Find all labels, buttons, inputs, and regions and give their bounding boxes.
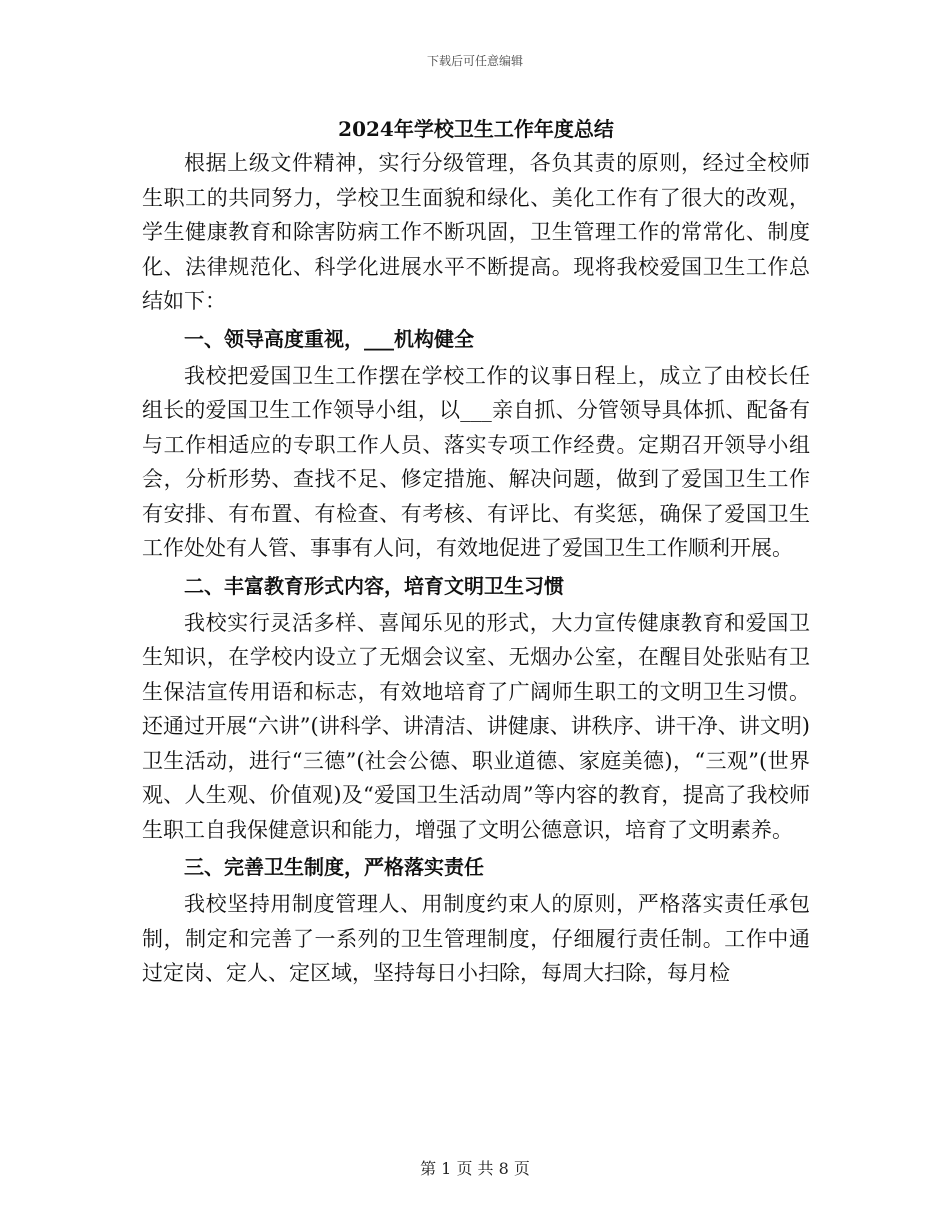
section-heading-3: 三、完善卫生制度，严格落实责任 — [184, 855, 484, 879]
section-heading-2: 二、丰富教育形式内容，培育文明卫生习惯 — [184, 573, 564, 598]
section-heading-1: 一、领导高度重视，___机构健全 — [184, 326, 474, 351]
document-title: 2024年学校卫生工作年度总结 — [338, 117, 614, 141]
section-body-1: 我校把爱国卫生工作摆在学校工作的议事日程上，成立了由校长任组长的爱国卫生工作领导小组，以___亲自抓、分管领导具体抓、配备有与工作相适应的专职工作人员、落实专项工作经费。定期召开领导小组会，分析形势、查找不足、修定措施、解决问题，做到了爱国卫生工作有安排、有布置、有检查、有考核、有评比、有奖惩，确保了爱国卫生工作处处有人管、事事有人问，有效地促进了爱国卫生工作顺利开展。 — [142, 363, 810, 560]
section-body-3: 我校坚持用制度管理人、用制度约束人的原则，严格落实责任承包制，制定和完善了一系列的卫生管理制度，仔细履行责任制。工作中通过定岗、定人、定区域，坚持每日小扫除，每周大扫除，每月检 — [142, 892, 810, 985]
document-body — [142, 112, 810, 991]
page-header-note: 下载后可任意编辑 — [426, 54, 523, 68]
section-body-2: 我校实行灵活多样、喜闻乐见的形式，大力宣传健康教育和爱国卫生知识，在学校内设立了无烟会议室、无烟办公室，在醒目处张贴有卫生保洁宣传用语和标志，有效地培育了广阔师生职工的文明卫生习惯。还通过开展“六讲”(讲科学、讲清洁、讲健康、讲秩序、讲干净、讲文明)卫生活动，进行“三德”(社会公德、职业道德、家庭美德)，“三观”(世界观、人生观、价值观)及“爱国卫生活动周”等内容的教育，提高了我校师生职工自我保健意识和能力，增强了文明公德意识，培育了文明素养。 — [142, 610, 810, 842]
intro-paragraph: 根据上级文件精神，实行分级管理，各负其责的原则，经过全校师生职工的共同努力，学校卫生面貌和绿化、美化工作有了很大的改观，学生健康教育和除害防病工作不断巩固，卫生管理工作的常常化、制度化、法律规范化、科学化进展水平不断提高。现将我校爱国卫生工作总结如下： — [142, 151, 810, 313]
page-number: 第 1 页 共 8 页 — [420, 1159, 530, 1178]
